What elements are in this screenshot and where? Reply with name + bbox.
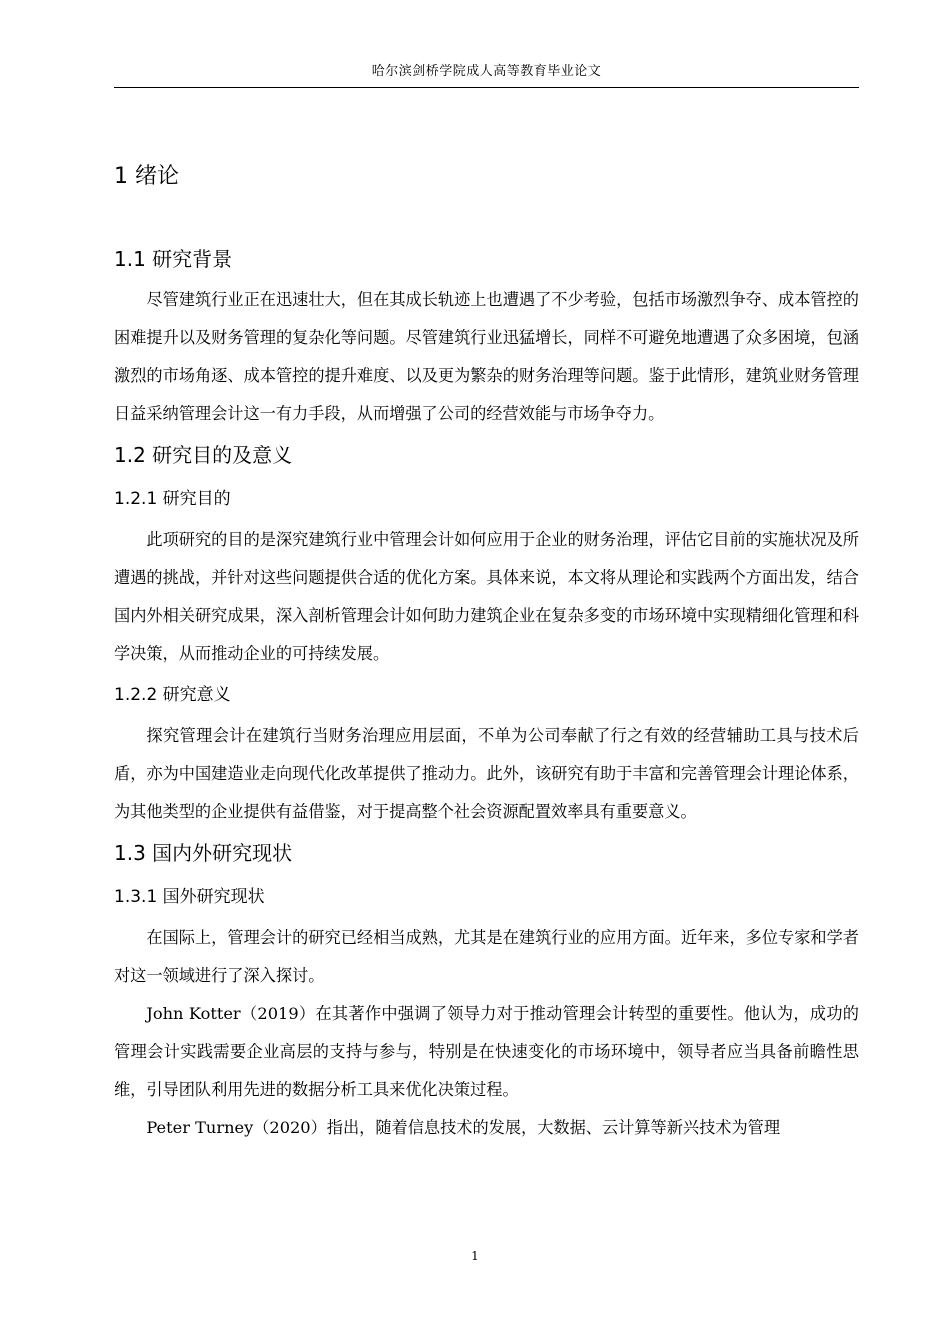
subsection-heading-1-3-1: 1.3.1 国外研究现状 — [114, 887, 265, 907]
paragraph: 尽管建筑行业正在迅速壮大，但在其成长轨迹上也遭遇了不少考验，包括市场激烈争夺、成本管控的困难提升以及财务管理的复杂化等问题。尽管建筑行业迅猛增长，同样不可避免地遭遇了众多困境，包涵激烈的市场角逐、成本管控的提升难度、以及更为繁杂的财务治理等问题。鉴于此情形，建筑业财务管理日益采纳管理会计这一有力手段，从而增强了公司的经营效能与市场争夺力。 — [114, 290, 859, 423]
section-heading-1-3: 1.3 国内外研究现状 — [114, 841, 293, 865]
page-number: 1 — [471, 1249, 479, 1263]
running-header: 哈尔滨剑桥学院成人高等教育毕业论文 — [371, 64, 602, 79]
section-heading-1-2: 1.2 研究目的及意义 — [114, 443, 293, 467]
paragraph: John Kotter（2019）在其著作中强调了领导力对于推动管理会计转型的重要性。他认为，成功的管理会计实践需要企业高层的支持与参与，特别是在快速变化的市场环境中，领导者应当具备前瞻性思维，引导团队利用先进的数据分析工具来优化决策过程。 — [114, 1004, 859, 1099]
paragraph: 探究管理会计在建筑行当财务治理应用层面，不单为公司奉献了行之有效的经营辅助工具与技术后盾，亦为中国建造业走向现代化改革提供了推动力。此外，该研究有助于丰富和完善管理会计理论体系，为其他类型的企业提供有益借鉴，对于提高整个社会资源配置效率具有重要意义。 — [114, 726, 859, 821]
paragraph: 此项研究的目的是深究建筑行业中管理会计如何应用于企业的财务治理，评估它目前的实施状况及所遭遇的挑战，并针对这些问题提供合适的优化方案。具体来说，本文将从理论和实践两个方面出发，结合国内外相关研究成果，深入剖析管理会计如何助力建筑企业在复杂多变的市场环境中实现精细化管理和科学决策，从而推动企业的可持续发展。 — [114, 530, 859, 663]
subsection-heading-1-2-1: 1.2.1 研究目的 — [114, 489, 231, 509]
paragraph: Peter Turney（2020）指出，随着信息技术的发展，大数据、云计算等新兴技术为管理 — [146, 1118, 781, 1137]
header-divider — [114, 87, 859, 88]
subsection-heading-1-2-2: 1.2.2 研究意义 — [114, 685, 231, 705]
paragraph: 在国际上，管理会计的研究已经相当成熟，尤其是在建筑行业的应用方面。近年来，多位专家和学者对这一领域进行了深入探讨。 — [114, 928, 859, 985]
section-heading-1-1: 1.1 研究背景 — [114, 247, 233, 271]
page-body — [114, 150, 859, 1147]
chapter-title: 1 绪论 — [114, 164, 179, 189]
